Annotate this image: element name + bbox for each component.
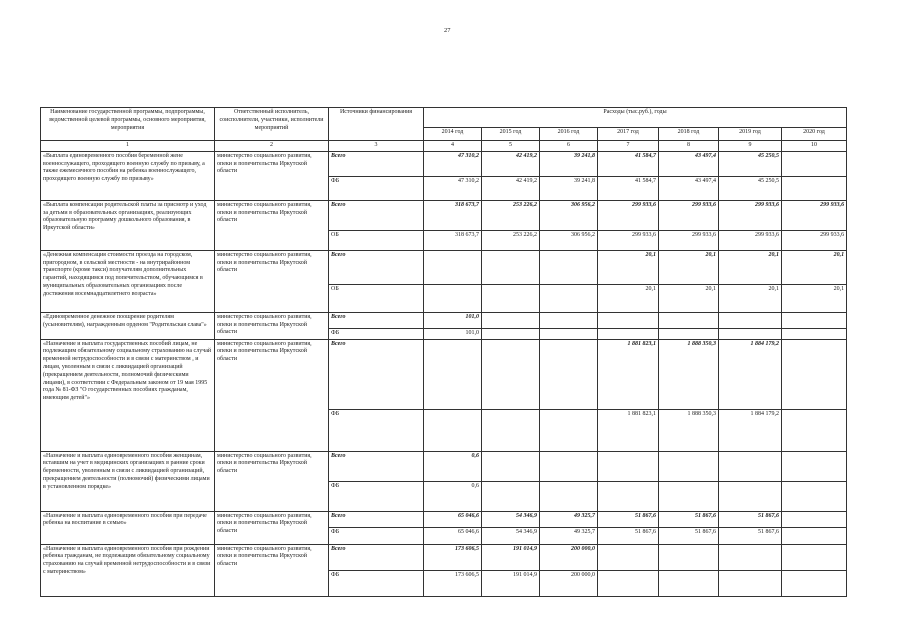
funding-source-cell: Всего xyxy=(329,339,424,409)
expense-value-cell xyxy=(782,570,847,596)
funding-source-cell: Всего xyxy=(329,200,424,230)
expense-value-cell: 47 310,2 xyxy=(424,151,482,176)
expense-value-cell xyxy=(782,451,847,481)
expense-value-cell: 54 346,9 xyxy=(482,527,540,544)
expense-value-cell: 101,0 xyxy=(424,312,482,328)
column-number: 9 xyxy=(719,141,782,152)
funding-source-cell: Всего xyxy=(329,151,424,176)
expense-value-cell: 45 250,5 xyxy=(719,151,782,176)
funding-source-cell: Всего xyxy=(329,511,424,527)
header-year: 2018 год xyxy=(659,128,719,141)
expense-value-cell: 51 867,6 xyxy=(659,511,719,527)
column-number: 6 xyxy=(540,141,598,152)
expense-value-cell: 306 956,2 xyxy=(540,200,598,230)
funding-source-cell: ФБ xyxy=(329,328,424,339)
column-number: 10 xyxy=(782,141,847,152)
expense-value-cell xyxy=(598,451,659,481)
expense-value-cell: 45 250,5 xyxy=(719,176,782,200)
expense-value-cell: 20,1 xyxy=(719,250,782,284)
program-name-cell: «Назначение и выплата единовременного пособия при рождении ребенка гражданам, не подлежащим обязательному социальному страхованию на случай временной нетрудоспособности и в связи с материнством» xyxy=(41,544,215,596)
expense-value-cell: 20,1 xyxy=(659,284,719,312)
header-year: 2019 год xyxy=(719,128,782,141)
table-row xyxy=(41,151,847,176)
expense-value-cell xyxy=(540,250,598,284)
expense-value-cell: 299 933,6 xyxy=(719,200,782,230)
header-year: 2016 год xyxy=(540,128,598,141)
expense-value-cell: 39 241,8 xyxy=(540,151,598,176)
header-expenses: Расходы (тыс.руб.), годы xyxy=(424,108,847,128)
expense-value-cell: 47 310,2 xyxy=(424,176,482,200)
expense-value-cell: 173 606,5 xyxy=(424,570,482,596)
expense-value-cell: 51 867,6 xyxy=(598,511,659,527)
expense-value-cell xyxy=(540,451,598,481)
table-row xyxy=(41,511,847,527)
expense-value-cell xyxy=(482,409,540,451)
expense-value-cell: 20,1 xyxy=(598,284,659,312)
funding-source-cell: Всего xyxy=(329,250,424,284)
column-number: 4 xyxy=(424,141,482,152)
expense-value-cell: 299 933,6 xyxy=(598,200,659,230)
expense-value-cell xyxy=(719,544,782,570)
expense-value-cell: 299 933,6 xyxy=(719,230,782,250)
expense-value-cell xyxy=(482,451,540,481)
header-year: 2015 год xyxy=(482,128,540,141)
expense-value-cell xyxy=(424,284,482,312)
expense-value-cell xyxy=(719,481,782,511)
expense-value-cell xyxy=(782,328,847,339)
expense-value-cell: 299 933,6 xyxy=(782,230,847,250)
expense-value-cell xyxy=(782,409,847,451)
expense-value-cell xyxy=(719,451,782,481)
header-year: 2020 год xyxy=(782,128,847,141)
expense-value-cell: 65 046,6 xyxy=(424,527,482,544)
expense-value-cell xyxy=(719,328,782,339)
expense-value-cell: 51 867,6 xyxy=(719,527,782,544)
program-name-cell: «Выплата единовременного пособия беременной жене военнослужащего, проходящего военную службу по призыву, а также ежемесячного пособия на ребенка военнослужащего, проходящего военную службу по призыву» xyxy=(41,151,215,200)
page-number: 27 xyxy=(444,27,451,34)
expense-value-cell: 49 325,7 xyxy=(540,511,598,527)
expense-value-cell: 49 325,7 xyxy=(540,527,598,544)
expense-value-cell: 54 346,9 xyxy=(482,511,540,527)
table-row xyxy=(41,339,847,409)
expense-value-cell xyxy=(659,451,719,481)
expense-value-cell xyxy=(540,481,598,511)
expense-value-cell xyxy=(540,328,598,339)
funding-source-cell: ФБ xyxy=(329,570,424,596)
expense-value-cell xyxy=(659,328,719,339)
expense-value-cell: 101,0 xyxy=(424,328,482,339)
expense-value-cell: 318 673,7 xyxy=(424,200,482,230)
header-source: Источники финансирования xyxy=(329,108,424,141)
expense-value-cell xyxy=(598,544,659,570)
expense-value-cell: 42 419,2 xyxy=(482,176,540,200)
table-row xyxy=(41,250,847,284)
funding-source-cell: ФБ xyxy=(329,176,424,200)
expense-value-cell: 0,6 xyxy=(424,481,482,511)
column-number: 8 xyxy=(659,141,719,152)
expense-value-cell: 200 000,0 xyxy=(540,544,598,570)
executor-cell: министерство социального развития, опеки и попечительства Иркутской области xyxy=(215,544,329,596)
program-name-cell: «Единовременное денежное поощрение родителям (усыновителям), награжденным орденом "Родительская слава"» xyxy=(41,312,215,339)
funding-source-cell: Всего xyxy=(329,312,424,328)
expense-value-cell xyxy=(424,250,482,284)
executor-cell: министерство социального развития, опеки и попечительства Иркутской области xyxy=(215,250,329,312)
expense-value-cell: 318 673,7 xyxy=(424,230,482,250)
expense-value-cell xyxy=(540,312,598,328)
expense-value-cell xyxy=(782,176,847,200)
table-header xyxy=(41,108,847,152)
expense-value-cell xyxy=(782,527,847,544)
expense-value-cell xyxy=(659,312,719,328)
expense-value-cell: 299 933,6 xyxy=(782,200,847,230)
program-name-cell: «Денежная компенсация стоимости проезда на городском, пригородном, в сельской местности - на внутрирайонном транспорте (кроме такси) получателям дополнительных гарантий, находящимся под попечительством, обучающимся в муниципальных образовательных организациях после достижения восемнадцатилетнего возраста» xyxy=(41,250,215,312)
column-number: 5 xyxy=(482,141,540,152)
expense-value-cell: 299 933,6 xyxy=(659,200,719,230)
expense-value-cell: 43 497,4 xyxy=(659,151,719,176)
expense-value-cell xyxy=(598,481,659,511)
column-number: 3 xyxy=(329,141,424,152)
expense-value-cell xyxy=(659,544,719,570)
expense-value-cell: 65 046,6 xyxy=(424,511,482,527)
expense-value-cell: 200 000,0 xyxy=(540,570,598,596)
executor-cell: министерство социального развития, опеки и попечительства Иркутской области xyxy=(215,200,329,250)
column-number: 1 xyxy=(41,141,215,152)
expense-value-cell: 20,1 xyxy=(659,250,719,284)
expense-value-cell xyxy=(782,511,847,527)
table-row xyxy=(41,200,847,230)
executor-cell: министерство социального развития, опеки и попечительства Иркутской области xyxy=(215,339,329,451)
expense-value-cell xyxy=(424,339,482,409)
table-row xyxy=(41,544,847,570)
header-year: 2014 год xyxy=(424,128,482,141)
funding-source-cell: ФБ xyxy=(329,481,424,511)
expense-value-cell: 20,1 xyxy=(598,250,659,284)
expense-value-cell: 20,1 xyxy=(782,284,847,312)
expense-value-cell: 299 933,6 xyxy=(598,230,659,250)
expense-value-cell xyxy=(482,328,540,339)
expense-value-cell: 20,1 xyxy=(782,250,847,284)
expense-value-cell xyxy=(719,312,782,328)
expense-value-cell xyxy=(598,312,659,328)
program-expenses-table xyxy=(40,107,847,597)
expense-value-cell xyxy=(719,570,782,596)
table-row xyxy=(41,451,847,481)
expense-value-cell xyxy=(482,481,540,511)
expense-value-cell xyxy=(782,544,847,570)
column-number: 7 xyxy=(598,141,659,152)
program-name-cell: «Выплата компенсации родительской платы за присмотр и уход за детьми в образовательных организациях, реализующих образовательную программу дошкольного образования, в Иркутской области» xyxy=(41,200,215,250)
funding-source-cell: ОБ xyxy=(329,230,424,250)
expense-value-cell: 41 584,7 xyxy=(598,151,659,176)
funding-source-cell: Всего xyxy=(329,451,424,481)
expense-value-cell: 1 888 350,3 xyxy=(659,409,719,451)
expense-value-cell: 1 881 823,1 xyxy=(598,339,659,409)
expense-value-cell xyxy=(540,339,598,409)
expense-value-cell xyxy=(659,481,719,511)
funding-source-cell: Всего xyxy=(329,544,424,570)
funding-source-cell: ФБ xyxy=(329,527,424,544)
expense-value-cell: 191 014,9 xyxy=(482,544,540,570)
header-executor: Ответственный исполнитель, соисполнители, участники, исполнители мероприятий xyxy=(215,108,329,141)
expense-value-cell: 42 419,2 xyxy=(482,151,540,176)
expense-value-cell: 43 497,4 xyxy=(659,176,719,200)
expense-value-cell xyxy=(782,339,847,409)
funding-source-cell: ОБ xyxy=(329,284,424,312)
expense-value-cell: 173 606,5 xyxy=(424,544,482,570)
header-year: 2017 год xyxy=(598,128,659,141)
program-name-cell: «Назначение и выплата государственных пособий лицам, не подлежащим обязательному социальному страхованию на случай временной нетрудоспособности и в связи с материнством , и лицам, уволенным в связи с ликвидацией организаций (прекращением деятельности, полномочий физическими лицами), в соответствии с Федеральным законом от 19 мая 1995 года № 81-ФЗ "О государственных пособиях гражданам, имеющим детей"» xyxy=(41,339,215,451)
table-body xyxy=(41,151,847,596)
executor-cell: министерство социального развития, опеки и попечительства Иркутской области xyxy=(215,511,329,544)
table-row xyxy=(41,312,847,328)
program-name-cell: «Назначение и выплата единовременного пособия женщинам, вставшим на учет в медицинских организациях в ранние сроки беременности, уволенным в связи с ликвидацией организаций, прекращением деятельности (полномочий) физическими лицами в установленном порядке» xyxy=(41,451,215,511)
expense-value-cell: 306 956,2 xyxy=(540,230,598,250)
expense-value-cell xyxy=(782,481,847,511)
expense-value-cell: 51 867,6 xyxy=(659,527,719,544)
expense-value-cell: 41 584,7 xyxy=(598,176,659,200)
expense-value-cell: 253 226,2 xyxy=(482,230,540,250)
expense-value-cell xyxy=(482,339,540,409)
expense-value-cell: 51 867,6 xyxy=(598,527,659,544)
program-name-cell: «Назначение и выплата единовременного пособия при передаче ребенка на воспитание в семью» xyxy=(41,511,215,544)
expense-value-cell: 191 014,9 xyxy=(482,570,540,596)
header-numbers-row xyxy=(41,141,847,152)
expense-value-cell xyxy=(482,284,540,312)
expense-value-cell: 39 241,8 xyxy=(540,176,598,200)
expense-value-cell xyxy=(540,284,598,312)
expense-value-cell xyxy=(598,328,659,339)
expense-value-cell xyxy=(598,570,659,596)
executor-cell: министерство социального развития, опеки и попечительства Иркутской области xyxy=(215,312,329,339)
executor-cell: министерство социального развития, опеки и попечительства Иркутской области xyxy=(215,151,329,200)
expense-value-cell xyxy=(782,151,847,176)
expense-value-cell: 51 867,6 xyxy=(719,511,782,527)
expense-value-cell: 0,6 xyxy=(424,451,482,481)
column-number: 2 xyxy=(215,141,329,152)
expense-value-cell xyxy=(782,312,847,328)
expense-value-cell xyxy=(659,570,719,596)
expense-value-cell: 1 884 179,2 xyxy=(719,409,782,451)
expense-value-cell: 299 933,6 xyxy=(659,230,719,250)
expense-value-cell: 20,1 xyxy=(719,284,782,312)
header-name: Наименование государственной программы, подпрограммы, ведомственной целевой программы, основного мероприятия, мероприятия xyxy=(41,108,215,141)
expense-value-cell: 253 226,2 xyxy=(482,200,540,230)
expense-value-cell: 1 884 179,2 xyxy=(719,339,782,409)
executor-cell: министерство социального развития, опеки и попечительства Иркутской области xyxy=(215,451,329,511)
expense-value-cell xyxy=(482,250,540,284)
expense-value-cell xyxy=(424,409,482,451)
expense-value-cell xyxy=(482,312,540,328)
expense-value-cell xyxy=(540,409,598,451)
funding-source-cell: ФБ xyxy=(329,409,424,451)
expense-value-cell: 1 881 823,1 xyxy=(598,409,659,451)
expense-value-cell: 1 888 350,3 xyxy=(659,339,719,409)
